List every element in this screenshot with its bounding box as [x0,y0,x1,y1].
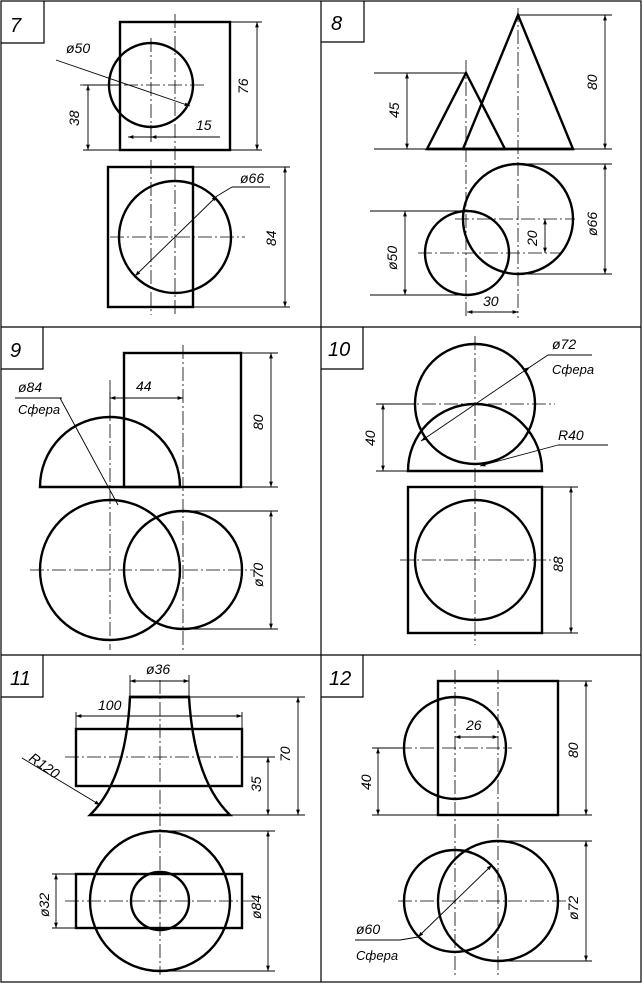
panel-8 [321,1,612,318]
dim-d-sphere: ø84 [18,379,43,395]
dim-d-bottom: ø66 [240,170,265,186]
dim-height: 80 [250,414,266,430]
dim-h-small: 45 [386,102,402,118]
cylinder-front [76,729,242,786]
number-box [1,327,43,369]
dim-d-right: ø66 [584,211,600,236]
dim-offset: 26 [466,717,482,733]
label-sphere: Сфера [356,948,399,963]
panel-number: 10 [328,339,351,361]
dim-offset-v: 20 [524,230,540,246]
dim-d-cylinder: ø70 [250,562,266,587]
dim-h-right: 76 [235,78,251,94]
dim-offset: 15 [196,117,212,133]
dim-h-left: 38 [66,110,82,126]
panel-9 [1,327,278,650]
dim-offset-h: 30 [483,293,499,309]
dim-d-left: ø50 [384,245,400,270]
label-sphere: Сфера [552,362,595,377]
number-box [321,1,364,42]
dim-h-bottom: 84 [263,230,279,246]
dim-d-sphere: ø72 [552,336,577,352]
panel-7 [1,1,290,315]
panel-number: 11 [10,668,31,690]
label-sphere: Сфера [18,402,61,417]
dim-d-right: ø84 [248,894,264,919]
panel-12 [321,655,592,975]
dim-d-left: ø32 [36,892,52,917]
cylinder-front [124,353,241,487]
dim-h-big: 70 [277,746,293,762]
dim-h-left: 40 [358,774,374,790]
dim-h-left: 40 [362,430,378,446]
dim-radius: R120 [26,749,63,782]
panel-number: 12 [329,668,352,690]
panel-number: 7 [10,15,22,37]
panel-10 [321,327,608,645]
dim-width: 44 [136,378,152,394]
panel-11 [1,655,305,975]
number-box [1,1,44,43]
dim-h-right: 88 [550,556,566,572]
dim-radius: R40 [558,427,584,443]
dim-d-top: ø36 [146,661,171,677]
dim-h-big: 80 [584,74,600,90]
dim-h-small: 35 [248,776,264,792]
panel-number: 9 [10,340,22,362]
dim-d-right: ø72 [565,895,581,920]
dim-h-right: 80 [565,742,581,758]
dim-d-top: ø50 [66,40,91,56]
dim-width: 100 [98,697,122,713]
dim-d-sphere: ø60 [356,921,381,937]
panel-number: 8 [331,13,343,35]
